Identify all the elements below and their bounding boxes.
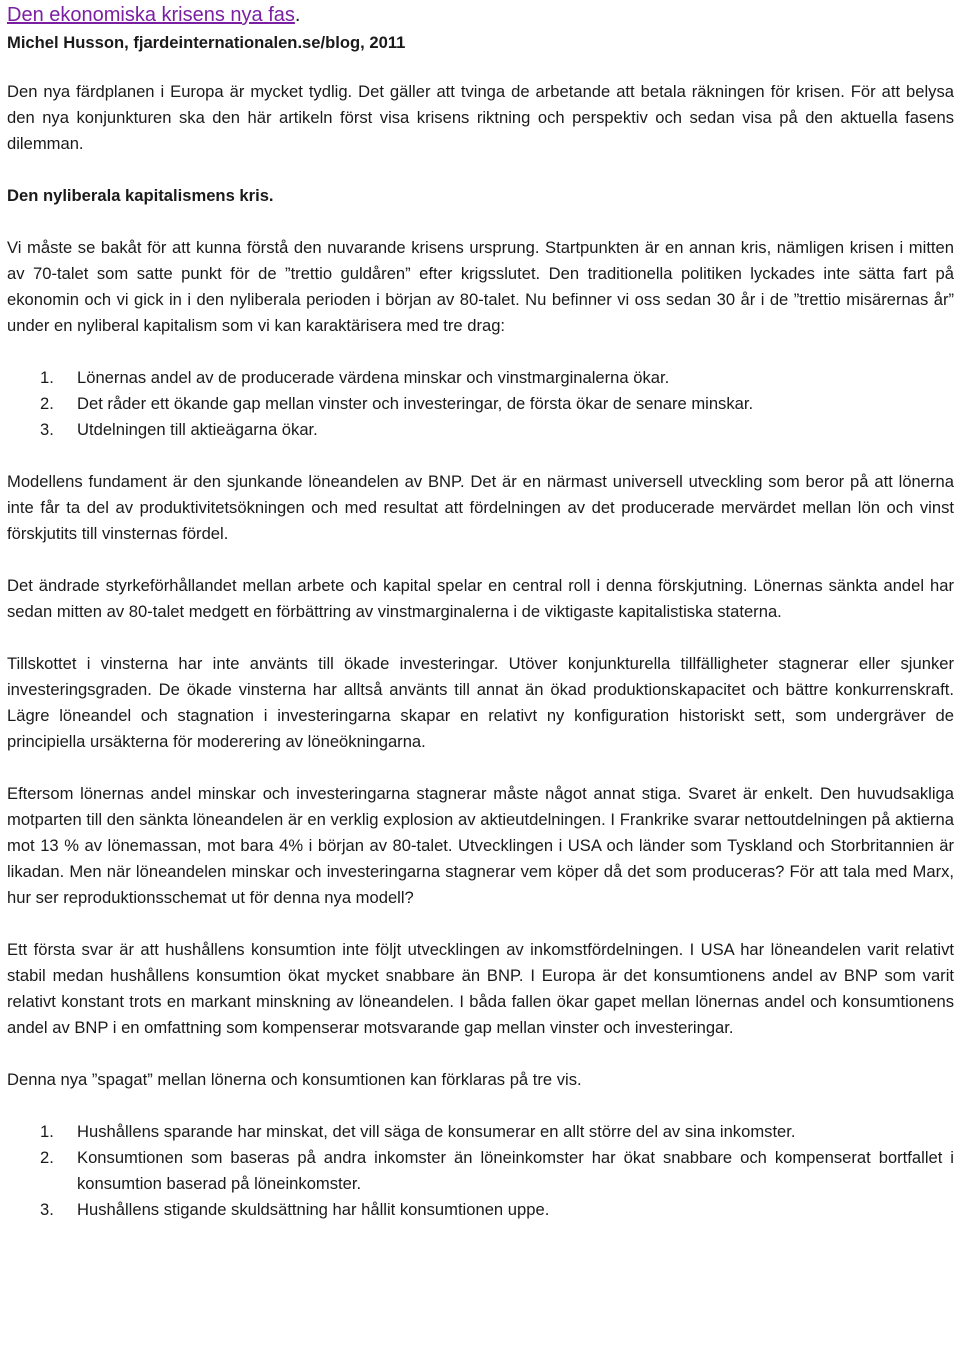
list-item-number: 2. [40,1148,54,1167]
list-item [7,391,954,417]
paragraph-3: Det ändrade styrkeförhållandet mellan arbete och kapital spelar en central roll i denna förskjutning. Lönernas sänkta andel har sedan mitten av 80-talet medgett en förbättring av vinstmarginalerna i de viktigaste kapitalistiska staterna. [7,576,954,621]
list-item-text: Lönernas andel av de producerade värdena minskar och vinstmarginalerna ökar. [77,368,670,387]
list-item-number: 1. [40,1122,54,1141]
paragraph-6: Ett första svar är att hushållens konsumtion inte följt utvecklingen av inkomstfördelningen. I USA har löneandelen varit relativt stabil medan hushållens konsumtion ökat mycket snabbare än BNP. I Europa är det konsumtionens andel av BNP som varit relativt konstant trots en markant minskning av löneandelen. I båda fallen ökar gapet mellan lönernas andel och konsumtionens andel av BNP i en omfattning som kompenserar motsvarande gap mellan vinster och investeringar. [7,940,954,1037]
paragraph-7: Denna nya ”spagat” mellan lönerna och konsumtionen kan förklaras på tre vis. [7,1070,582,1089]
list-item-text: Konsumtionen som baseras på andra inkomster än löneinkomster har ökat snabbare och kompenserat bortfallet i konsumtion baserad på löneinkomster. [77,1148,954,1193]
paragraph-1: Vi måste se bakåt för att kunna förstå den nuvarande krisens ursprung. Startpunkten är en annan kris, nämligen krisen i mitten av 70-talet som satte punkt för de ”trettio guldåren” efter krigsslutet. Den traditionella politiken lyckades inte sätta fart på ekonomin och vi gick in i den nyliberala perioden i början av 80-talet. Nu befinner vi oss sedan 30 år i de ”trettio misärernas år” under en nyliberal kapitalism som vi kan karaktärisera med tre drag: [7,238,954,335]
byline: Michel Husson, fjardeinternationalen.se/blog, 2011 [7,33,406,52]
list-item [7,417,954,443]
list-item [7,1119,954,1145]
list-item-text: Utdelningen till aktieägarna ökar. [77,420,318,439]
list-item-text: Hushållens stigande skuldsättning har hållit konsumtionen uppe. [77,1200,550,1219]
paragraph-4: Tillskottet i vinsterna har inte använts till ökade investeringar. Utöver konjunkturella tillfälligheter stagnerar eller sjunker investeringsgraden. De ökade vinsterna har alltså använts till annat än ökad produktionskapacitet och bättre konkurrenskraft. Lägre löneandel och stagnation i investeringarna skapar en relativt ny konfiguration historiskt sett, som undergräver de principiella ursäkterna för moderering av löneökningarna. [7,654,954,751]
list-item [7,1197,954,1223]
article-title-link[interactable]: Den ekonomiska krisens nya fas [7,4,295,26]
list-item-number: 1. [40,368,54,387]
list-item-number: 2. [40,394,54,413]
list-item-text: Det råder ett ökande gap mellan vinster och investeringar, de första ökar de senare minskar. [77,394,754,413]
article-title [7,0,954,30]
list-item [7,365,954,391]
list-item-number: 3. [40,1200,54,1219]
list-item [7,1145,954,1197]
explanations-list [7,1119,954,1223]
section-heading: Den nyliberala kapitalismens kris. [7,186,274,205]
list-item-text: Hushållens sparande har minskat, det vill säga de konsumerar en allt större del av sina inkomster. [77,1122,796,1141]
features-list [7,365,954,443]
list-item-number: 3. [40,420,54,439]
paragraph-5: Eftersom lönernas andel minskar och investeringarna stagnerar måste något annat stiga. Svaret är enkelt. Den huvudsakliga motparten till den sänkta löneandelen är en verklig explosion av aktieutdelningen. I Frankrike svarar nettoutdelningen på aktierna mot 13 % av lönemassan, mot bara 4% i början av 80-talet. Utvecklingen i USA och länder som Tyskland och Storbritannien är likadan. Men när löneandelen minskar och investeringarna stagnerar vem köper då det som produceras? För att tala med Marx, hur ser reproduktionsschemat ut för denna nya modell? [7,784,954,907]
article-title-suffix: . [294,4,301,26]
paragraph-2: Modellens fundament är den sjunkande löneandelen av BNP. Det är en närmast universell utveckling som beror på att lönerna inte får ta del av produktivitetsökningen och med resultat att fördelningen av det producerade mervärdet mellan lön och vinst förskjutits till vinsternas fördel. [7,472,954,543]
intro-paragraph: Den nya färdplanen i Europa är mycket tydlig. Det gäller att tvinga de arbetande att betala räkningen för krisen. För att belysa den nya konjunkturen ska den här artikeln först visa krisens riktning och perspektiv och sedan visa på den aktuella fasens dilemman. [7,82,954,153]
